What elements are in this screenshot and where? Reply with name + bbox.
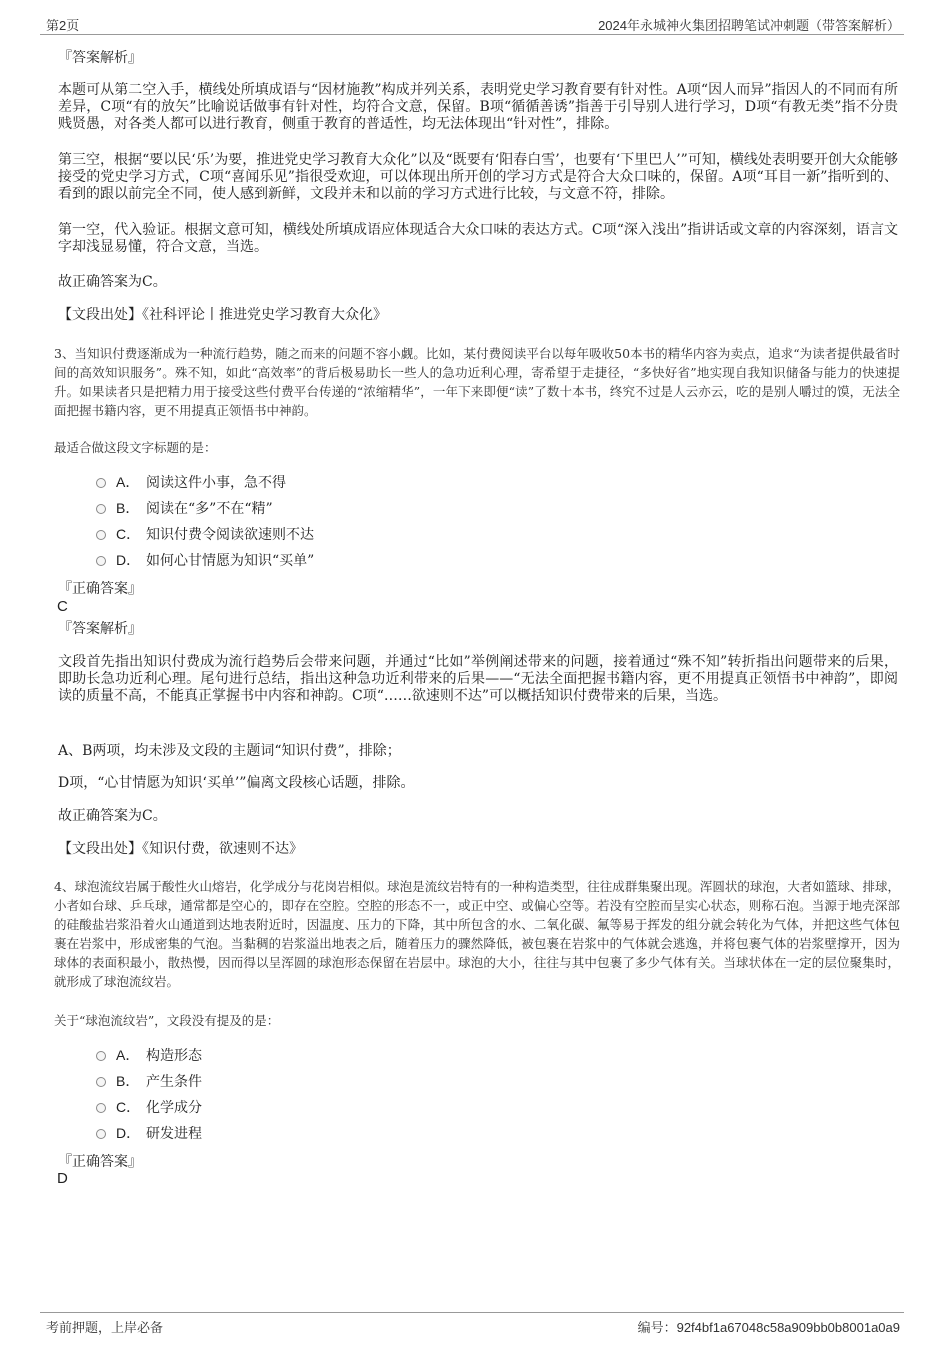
radio-icon[interactable] bbox=[96, 530, 106, 540]
option-b[interactable]: B． 产生条件 bbox=[96, 1071, 202, 1091]
page-header bbox=[40, 12, 904, 35]
question-passage: 4、球泡流纹岩属于酸性火山熔岩，化学成分与花岗岩相似。球泡是流纹岩特有的一种构造类型，往往成群集聚出现。浑圆状的球泡，大者如篮球、排球，小者如台球、乒乓球，通常都是空心的，即存在空腔。空腔的形态不一，或正中空、或偏心空等。若没有空腔而呈实心状态，则称石泡。当源于地壳深部的硅酸盐岩浆沿着火山通道到达地表附近时，因温度、压力的下降，其中所包含的水、二氧化碳、氟等易于挥发的组分就会转化为气体，并把这些气体包裹在岩浆中，形成密集的气泡。当黏稠的岩浆溢出地表之后，随着压力的骤然降低，被包裹在岩浆中的气体就会逃逸，并将包裹气体的岩浆壁撑开，因为球体的表面积最小，散热慢，因而得以呈浑圆的球泡形态保留在岩层中。球泡的大小，往往与其中包裹了多少气体有关。当球状体在一定的层位聚集时，就形成了球泡流纹岩。 bbox=[54, 879, 900, 989]
correct-answer-label: 『正确答案』 bbox=[58, 581, 142, 597]
option-d[interactable]: D． 如何心甘情愿为知识“买单” bbox=[96, 550, 314, 570]
analysis-label: 『答案解析』 bbox=[58, 621, 142, 637]
option-a[interactable]: A． 阅读这件小事，急不得 bbox=[96, 472, 286, 492]
option-c[interactable]: C． 化学成分 bbox=[96, 1097, 202, 1117]
analysis-paragraph: 文段首先指出知识付费成为流行趋势后会带来问题，并通过“比如”举例阐述带来的问题，接着通过“殊不知”转折指出问题带来的后果，即助长急功近利心理。尾句进行总结，指出这种急功近利带来的后果——“无法全面把握书籍内容，更不用提真正领悟书中神韵”，即阅读的质量不高，不能真正掌握书中内容和神韵。C项“……欲速则不达”可以概括知识付费带来的后果，当选。 bbox=[58, 654, 898, 704]
analysis-paragraph: 第三空，根据“要以民‘乐’为要，推进党史学习教育大众化”以及“既要有‘阳春白雪’，也要有‘下里巴人’”可知，横线处表明要开创大众能够接受的党史学习方式，C项“喜闻乐见”指很受欢迎，可以体现出所开创的学习方式是符合大众口味的，保留。A项“耳目一新”指听到的、看到的跟以前完全不同，使人感到新鲜，文段并未和以前的学习方式进行比较，与文意不符，排除。 bbox=[58, 152, 898, 202]
radio-icon[interactable] bbox=[96, 556, 106, 566]
radio-icon[interactable] bbox=[96, 1051, 106, 1061]
analysis-paragraph: D项，“心甘情愿为知识‘买单’”偏离文段核心话题，排除。 bbox=[58, 775, 415, 791]
correct-answer: C bbox=[57, 598, 68, 615]
conclusion-text: 故正确答案为C。 bbox=[58, 274, 167, 290]
document-code: 编号：92f4bf1a67048c58a909bb0b8001a0a9 bbox=[637, 1320, 900, 1335]
analysis-paragraph: 第一空，代入验证。根据文意可知，横线处所填成语应体现适合大众口味的表达方式。C项“深入浅出”指讲话或文章的内容深刻，语言文字却浅显易懂，符合文意，当选。 bbox=[58, 222, 898, 255]
radio-icon[interactable] bbox=[96, 1129, 106, 1139]
correct-answer: D bbox=[57, 1170, 68, 1187]
source-citation: 【文段出处】《社科评论丨推进党史学习教育大众化》 bbox=[58, 307, 387, 323]
question-stem: 最适合做这段文字标题的是： bbox=[54, 440, 217, 455]
radio-icon[interactable] bbox=[96, 1077, 106, 1087]
source-citation: 【文段出处】《知识付费，欲速则不达》 bbox=[58, 841, 303, 857]
correct-answer-label: 『正确答案』 bbox=[58, 1154, 142, 1170]
option-d[interactable]: D． 研发进程 bbox=[96, 1123, 202, 1143]
document-title: 2024年永城神火集团招聘笔试冲刺题（带答案解析） bbox=[598, 18, 900, 33]
question-stem: 关于“球泡流纹岩”，文段没有提及的是： bbox=[54, 1013, 280, 1028]
conclusion-text: 故正确答案为C。 bbox=[58, 808, 167, 824]
page-number: 第2页 bbox=[46, 18, 80, 33]
option-a[interactable]: A． 构造形态 bbox=[96, 1045, 202, 1065]
analysis-label: 『答案解析』 bbox=[58, 50, 142, 66]
analysis-paragraph: 本题可从第二空入手，横线处所填成语与“因材施教”构成并列关系，表明党史学习教育要有针对性。A项“因人而异”指因人的不同而有所差异，C项“有的放矢”比喻说话做事有针对性，均符合文意，保留。B项“循循善诱”指善于引导别人进行学习，D项“有教无类”指不分贵贱贤愚，对各类人都可以进行教育，侧重于教育的普适性，均无法体现出“针对性”，排除。 bbox=[58, 82, 898, 132]
radio-icon[interactable] bbox=[96, 504, 106, 514]
analysis-paragraph: A、B两项，均未涉及文段的主题词“知识付费”，排除； bbox=[58, 743, 401, 759]
footer-slogan: 考前押题，上岸必备 bbox=[46, 1320, 164, 1335]
option-c[interactable]: C． 知识付费令阅读欲速则不达 bbox=[96, 524, 314, 544]
radio-icon[interactable] bbox=[96, 1103, 106, 1113]
option-b[interactable]: B． 阅读在“多”不在“精” bbox=[96, 498, 273, 518]
question-passage: 3、当知识付费逐渐成为一种流行趋势，随之而来的问题不容小觑。比如，某付费阅读平台以每年吸收50本书的精华内容为卖点，追求“为读者提供最省时间的高效知识服务”。殊不知，如此“高效率”的背后极易助长一些人的急功近利心理，寄希望于走捷径，“多快好省”地实现自我知识储备与能力的快速提升。如果读者只是把精力用于接受这些付费平台传递的“浓缩精华”，一年下来即便“读”了数十本书，终究不过是人云亦云，吃的是别人嚼过的馍，无法全面把握书籍内容，更不用提真正领悟书中神韵。 bbox=[54, 346, 900, 418]
page-footer bbox=[40, 1312, 904, 1337]
radio-icon[interactable] bbox=[96, 478, 106, 488]
